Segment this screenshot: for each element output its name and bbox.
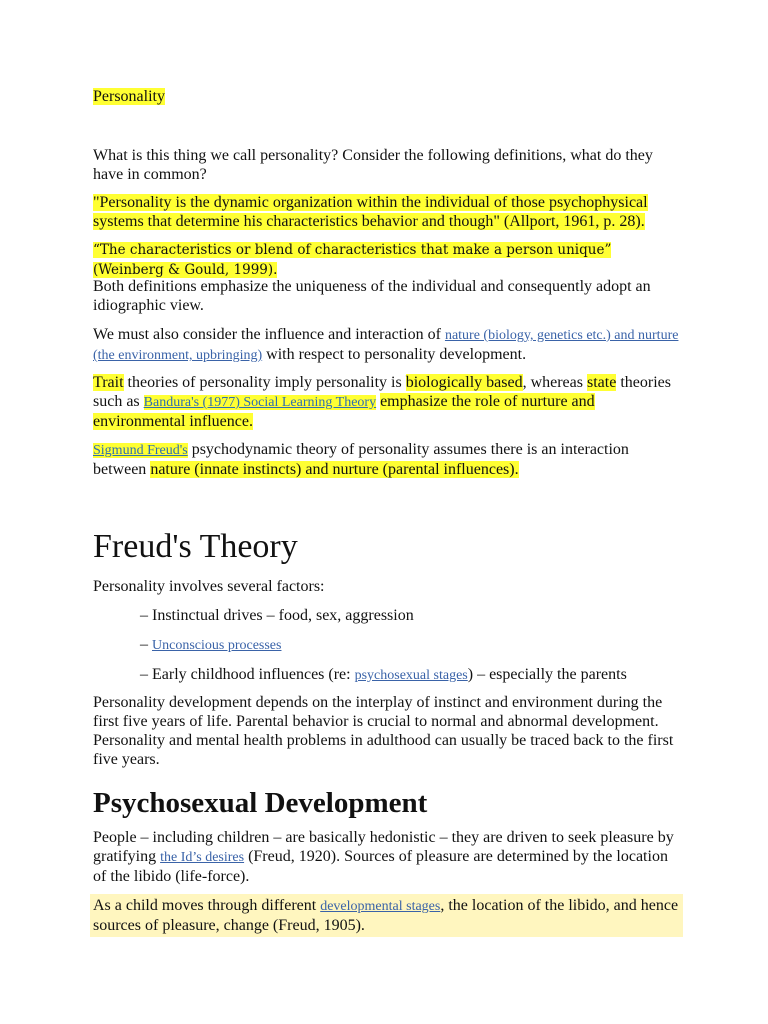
freud-theory-heading: Freud's Theory xyxy=(93,528,298,565)
developmental-stages-link[interactable]: developmental stages xyxy=(320,899,441,914)
trait-paragraph: Trait theories of personality imply personality is biologically based, whereas state theories such as Bandura's (1977) Social Learning Theory emphasize the role of nurture and environmental influence. xyxy=(93,374,671,430)
nature-nurture-paragraph: We must also consider the influence and interaction of nature (biology, genetics etc.) and nurture (the environment, upbringing) with respect to personality development. xyxy=(93,326,679,363)
psychosexual-heading: Psychosexual Development xyxy=(93,787,428,819)
intro-paragraph: What is this thing we call personality? Consider the following definitions, what do they have in common? xyxy=(93,147,653,183)
developmental-stages-paragraph: As a child moves through different developmental stages, the location of the libido, and hence sources of pleasure, change (Freud, 1905). xyxy=(90,894,683,937)
factors-list xyxy=(140,606,700,695)
nature-nurture-link[interactable]: nature (biology, genetics etc.) and nurture (the environment, upbringing) xyxy=(93,328,679,363)
hedonism-paragraph: People – including children – are basically hedonistic – they are driven to seek pleasure by gratifying the Id’s desires (Freud, 1920). Sources of pleasure are determined by the location of the libido (life-force). xyxy=(93,829,674,885)
sigmund-freud-link[interactable]: Sigmund Freud's xyxy=(93,443,188,458)
doc-title: Personality xyxy=(93,88,165,105)
bandura-link[interactable]: Bandura's (1977) Social Learning Theory xyxy=(143,395,377,410)
freud-paragraph: Sigmund Freud's psychodynamic theory of personality assumes there is an interaction between nature (innate instincts) and nurture (parental influences). xyxy=(93,441,629,478)
list-item: – Early childhood influences (re: psychosexual stages) – especially the parents xyxy=(140,666,627,683)
development-paragraph: Personality development depends on the interplay of instinct and environment during the first five years of life. Parental behavior is crucial to normal and abnormal development. Personality and mental health problems in adulthood can usually be traced back to the first five years. xyxy=(93,694,674,768)
weinberg-definition: “The characteristics or blend of characteristics that make a person unique” (Weinberg & Gould, 1999). xyxy=(93,242,612,278)
list-item: – Instinctual drives – food, sex, aggression xyxy=(140,607,414,624)
both-definitions-paragraph: Both definitions emphasize the uniqueness of the individual and consequently adopt an idiographic view. xyxy=(93,278,651,314)
allport-definition: "Personality is the dynamic organization within the individual of those psychophysical systems that determine his characteristics behavior and though" (Allport, 1961, p. 28). xyxy=(93,194,648,230)
unconscious-processes-link[interactable]: Unconscious processes xyxy=(152,638,282,653)
list-item: – Unconscious processes xyxy=(140,636,282,653)
psychosexual-stages-link[interactable]: psychosexual stages xyxy=(354,668,468,683)
id-desires-link[interactable]: the Id’s desires xyxy=(160,850,245,865)
factors-intro: Personality involves several factors: xyxy=(93,578,325,595)
